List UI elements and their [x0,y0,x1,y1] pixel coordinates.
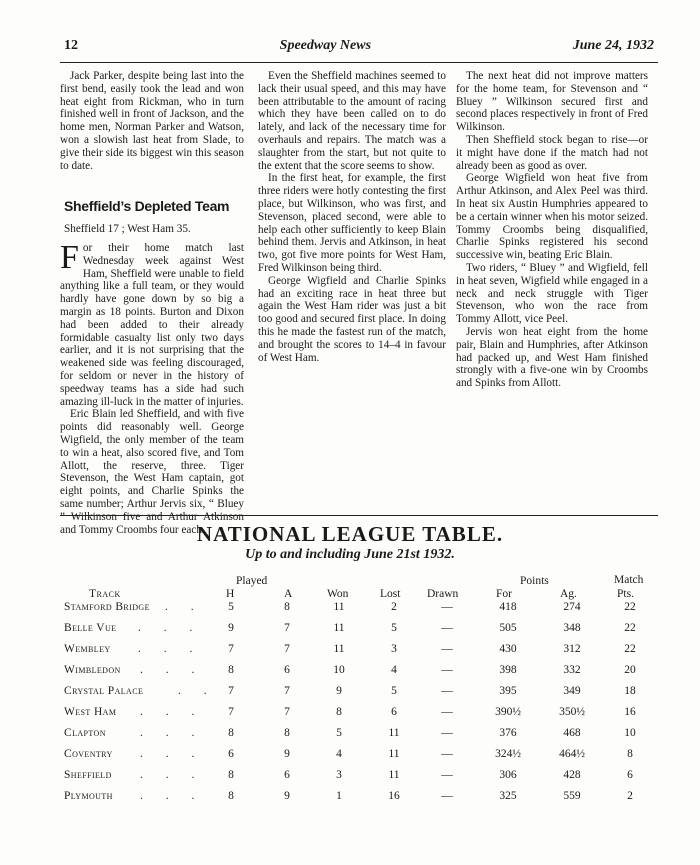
won-count: 11 [333,601,345,613]
track-name: Wembley [64,643,111,655]
points-against: 468 [563,727,581,739]
leader-dots: . . . [140,769,205,781]
header-track: Track [89,588,121,600]
paragraph-1 [60,238,244,408]
points-against: 428 [563,769,581,781]
match-points: 2 [627,790,633,802]
points-for: 398 [499,664,517,676]
lost-count: 5 [391,685,397,697]
lost-count: 11 [388,727,400,739]
drawn-count: — [441,706,453,718]
points-for: 376 [499,727,517,739]
drawn-count: — [441,601,453,613]
table-row [0,643,700,663]
track-name: Coventry [64,748,113,760]
paragraph-3: Even the Sheffield machines seemed to lack their usual speed, and this may have been attributable to the amount of racing which they have been called on to do lately, and lack of the necessary time for overhauls and repairs. The match was a slaughter from the start, but not quite to the extent that the score seems to show. [258,70,446,172]
away-played: 8 [284,601,290,613]
points-against: 312 [563,643,581,655]
leader-dots: . . [178,685,217,697]
points-against: 350½ [559,706,585,718]
lead-paragraph: Jack Parker, despite being last into the first bend, easily took the lead and won heat eight from Rickman, who in turn finished well in front of Jackson, and the home men, Norman Parker and Watson, won a slowish last heat from Slade, to give their side its biggest win this season to date. [60,70,244,172]
match-score: Sheffield 17 ; West Ham 35. [64,223,191,236]
away-played: 7 [284,622,290,634]
match-points: 22 [624,643,636,655]
won-count: 9 [336,685,342,697]
match-points: 20 [624,664,636,676]
points-against: 464½ [559,748,585,760]
home-played: 8 [228,769,234,781]
match-points: 6 [627,769,633,781]
table-row [0,706,700,726]
home-played: 7 [228,643,234,655]
table-row [0,601,700,621]
leader-dots: . . [165,601,204,613]
header-match: Match [614,574,644,586]
points-for: 430 [499,643,517,655]
paragraph-6: The next heat did not improve matters for the home team, for Stevenson and “ Bluey ” Wilkinson secured first and second places respectively in front of Fred Wilkinson. [456,70,648,134]
match-points: 22 [624,622,636,634]
points-against: 559 [563,790,581,802]
home-played: 6 [228,748,234,760]
table-row [0,727,700,747]
lost-count: 3 [391,643,397,655]
drawn-count: — [441,727,453,739]
points-for: 395 [499,685,517,697]
drop-cap: F [60,238,79,276]
won-count: 11 [333,643,345,655]
won-count: 3 [336,769,342,781]
leader-dots: . . . [140,706,205,718]
match-points: 22 [624,601,636,613]
track-name: Clapton [64,727,106,739]
lost-count: 6 [391,706,397,718]
lost-count: 11 [388,769,400,781]
table-row [0,748,700,768]
league-table-title: NATIONAL LEAGUE TABLE. [196,522,504,546]
points-for: 324½ [495,748,521,760]
table-row [0,685,700,705]
home-played: 7 [228,706,234,718]
article-heading: Sheffield’s Depleted Team [64,198,230,215]
lost-count: 5 [391,622,397,634]
leader-dots: . . . [140,748,205,760]
away-played: 8 [284,727,290,739]
drawn-count: — [441,685,453,697]
home-played: 7 [228,685,234,697]
won-count: 8 [336,706,342,718]
track-name: West Ham [64,706,117,718]
paragraph-8: George Wigfield won heat five from Arthur Atkinson, and Alex Peel was third. In heat six Austin Humphries appeared to be a certain winner when his motor seized. Tommy Croombs being disqualified, Charlie Spinks registered his second successive win, beating Eric Blain. [456,172,648,262]
away-played: 7 [284,706,290,718]
lost-count: 4 [391,664,397,676]
points-for: 390½ [495,706,521,718]
leader-dots: . . . [140,790,205,802]
table-row [0,664,700,684]
header-a: A [284,588,293,600]
away-played: 9 [284,748,290,760]
away-played: 6 [284,769,290,781]
page-header [64,38,654,60]
article-column-2 [258,70,446,364]
leader-dots: . . . [138,643,203,655]
points-for: 418 [499,601,517,613]
won-count: 11 [333,622,345,634]
home-played: 9 [228,622,234,634]
drawn-count: — [441,769,453,781]
league-table-subtitle: Up to and including June 21st 1932. [245,547,455,562]
drawn-count: — [441,664,453,676]
won-count: 4 [336,748,342,760]
won-count: 1 [336,790,342,802]
paragraph-4: In the first heat, for example, the first three riders were hotly contesting the first place, but Wilkinson, who was first, and Stevenson, placed second, were able to help each other sufficiently to keep Blain behind them. Jervis and Atkinson, in heat two, got five more points for West Ham, Fred Wilkinson being third. [258,172,446,274]
paragraph-5: George Wigfield and Charlie Spinks had an exciting race in heat three but again the West Ham rider was just a bit too good and secured first place. In doing this he made the fastest run of the match, and brought the scores to 14–4 in favour of West Ham. [258,274,446,364]
drawn-count: — [441,643,453,655]
leader-dots: . . . [140,727,205,739]
lost-count: 16 [388,790,400,802]
points-against: 349 [563,685,581,697]
paragraph-1-text: or their home match last Wednesday week against West Ham, Sheffield were unable to field anything like a full team, or they would hardly have gone down by so big a margin as 18 points. Burton and Dixon had been added to their already formidable casualty list only two days earlier, and it is not surprising that the weakened side was feeling discouraged, for seldom or never in the history of speedway teams has a side had such amazing ill-luck in the matter of injuries. [60,241,244,408]
issue-date: June 24, 1932 [572,38,654,53]
paragraph-10: Jervis won heat eight from the home pair, Blain and Humphries, after Atkinson had packed up, and West Ham finished strongly with a five-one win by Croombs and Spinks from Allott. [456,325,648,390]
header-pts: Pts. [617,588,634,600]
home-played: 8 [228,790,234,802]
points-against: 332 [563,664,581,676]
lost-count: 11 [388,748,400,760]
leader-dots: . . . [140,664,205,676]
header-for: For [496,588,512,600]
track-name: Plymouth [64,790,113,802]
match-points: 10 [624,727,636,739]
home-played: 8 [228,727,234,739]
header-rule [60,62,658,63]
article-column-3 [456,70,648,390]
away-played: 6 [284,664,290,676]
header-drawn: Drawn [427,588,459,600]
table-row [0,790,700,810]
points-for: 306 [499,769,517,781]
match-points: 16 [624,706,636,718]
paragraph-9: Two riders, “ Bluey ” and Wigfield, fell in heat seven, Wigfield while engaged in a neck and neck struggle with Tiger Stevenson, who won the race from Tommy Allott, vice Peel. [456,261,648,326]
match-points: 18 [624,685,636,697]
publication-name: Speedway News [279,38,372,53]
header-points: Points [520,575,549,587]
article-column-1 [60,70,244,536]
points-for: 505 [499,622,517,634]
match-points: 8 [627,748,633,760]
table-row [0,622,700,642]
section-rule [60,515,658,516]
won-count: 5 [336,727,342,739]
drawn-count: — [441,748,453,760]
track-name: Crystal Palace [64,685,144,697]
points-for: 325 [499,790,517,802]
points-against: 274 [563,601,581,613]
won-count: 10 [333,664,345,676]
paragraph-7: Then Sheffield stock began to rise—or it might have done if the match had not already been as good as over. [456,133,648,172]
track-name: Stamford Bridge [64,601,150,613]
away-played: 9 [284,790,290,802]
page-number: 12 [64,38,78,53]
points-against: 348 [563,622,581,634]
drawn-count: — [441,622,453,634]
away-played: 7 [284,685,290,697]
header-played: Played [236,575,268,587]
home-played: 5 [228,601,234,613]
track-name: Sheffield [64,769,112,781]
leader-dots: . . . [138,622,203,634]
header-lost: Lost [380,588,401,600]
lost-count: 2 [391,601,397,613]
track-name: Belle Vue [64,622,117,634]
header-won: Won [327,588,349,600]
home-played: 8 [228,664,234,676]
track-name: Wimbledon [64,664,121,676]
header-h: H [226,588,235,600]
away-played: 7 [284,643,290,655]
table-row [0,769,700,789]
drawn-count: — [441,790,453,802]
paragraph-2: Eric Blain led Sheffield, and with five points did reasonably well. George Wigfield, the only member of the team to win a heat, also scored five, and Tom Allott, the reserve, three. Tiger Stevenson, the West Ham captain, got eight points, and Charlie Spinks the same number; Arthur Jervis six, “ Bluey ” Wilkinson five and Arthur Atkinson and Tommy Croombs four each. [60,408,244,536]
header-ag: Ag. [560,588,577,600]
